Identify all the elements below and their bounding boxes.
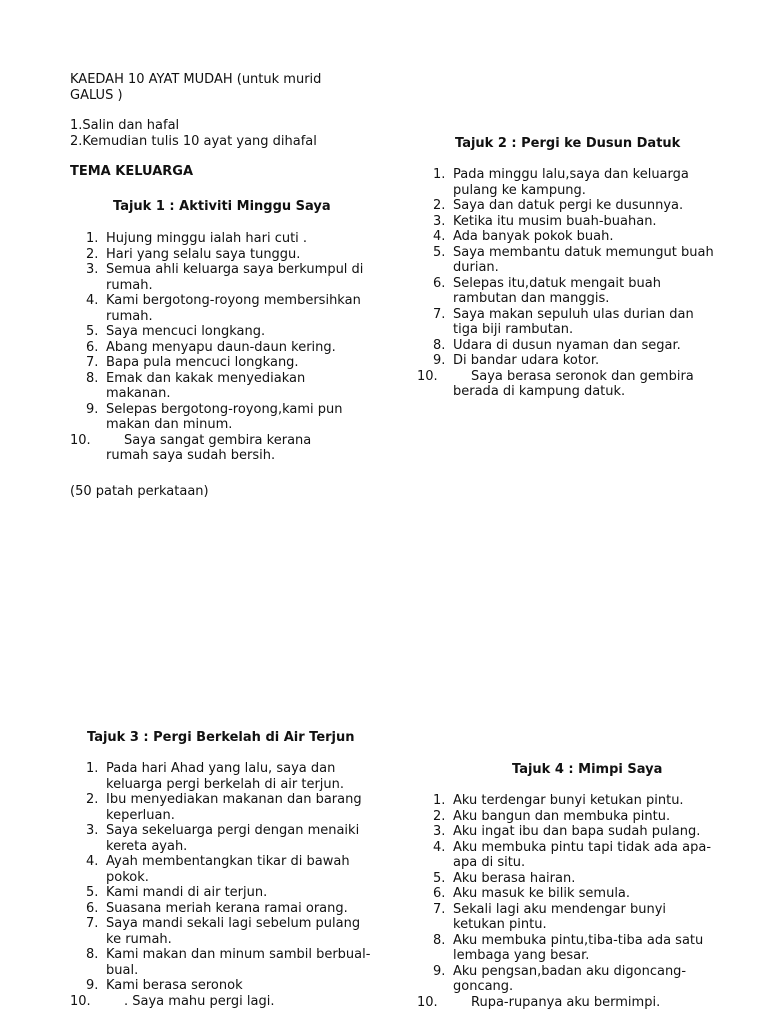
list-item [70, 231, 363, 247]
item-number: 10. [417, 368, 438, 384]
item-text-line: Saya berasa seronok dan gembira [471, 368, 694, 384]
item-number: 3. [433, 213, 446, 229]
list-item [70, 885, 370, 901]
item-number: 4. [433, 229, 446, 244]
list-item [70, 901, 370, 917]
item-number: 6. [86, 339, 99, 355]
item-number: 6. [433, 886, 446, 901]
item-text-line: apa di situ. [453, 855, 526, 870]
item-number: 8. [86, 370, 99, 386]
list-item [417, 902, 711, 933]
item-number: 4. [86, 854, 99, 869]
item-number: 5. [433, 244, 446, 260]
item-number: 5. [86, 885, 99, 900]
item-text-line: Saya sangat gembira kerana [124, 432, 312, 448]
list-item [417, 229, 714, 245]
item-number: 5. [433, 870, 446, 886]
item-number: 1. [86, 231, 99, 246]
list-item [70, 978, 370, 994]
item-text-line: Kami mandi di air terjun. [106, 885, 268, 900]
item-number: 1. [433, 167, 446, 182]
item-text-line: Ibu menyediakan makanan dan barang [106, 792, 362, 807]
item-text-line: makanan. [106, 386, 171, 401]
item-text-line: Semua ahli keluarga saya berkumpul di [106, 262, 364, 277]
instruction-line: 1.Salin dan hafal [70, 118, 180, 133]
list-item [417, 167, 714, 198]
topic4-title: Tajuk 4 : Mimpi Saya [512, 762, 663, 777]
topic3-title: Tajuk 3 : Pergi Berkelah di Air Terjun [87, 730, 355, 745]
item-text-line: Saya makan sepuluh ulas durian dan [453, 306, 694, 322]
list-item [417, 338, 714, 354]
item-number: 1. [433, 793, 446, 808]
item-number: 7. [86, 916, 99, 931]
item-number: 6. [433, 275, 446, 291]
item-text-line: Aku membuka pintu tapi tidak ada apa- [453, 839, 712, 855]
item-text-line: Ketika itu musim buah-buahan. [453, 213, 657, 229]
item-text-line: tiga biji rambutan. [453, 322, 574, 337]
list-item [417, 840, 711, 871]
item-text-line: makan dan minum. [106, 417, 233, 432]
list-item [417, 793, 711, 809]
item-text-line: Hujung minggu ialah hari cuti . [106, 231, 308, 246]
item-text-line: keperluan. [106, 807, 175, 823]
list-item [70, 340, 363, 356]
item-number: 9. [86, 978, 99, 993]
list-item [417, 369, 714, 400]
list-item [70, 761, 370, 792]
list-item [417, 214, 714, 230]
list-item [417, 245, 714, 276]
item-text-line: rumah saya sudah bersih. [106, 448, 276, 463]
item-text-line: Aku ingat ibu dan bapa sudah pulang. [453, 824, 701, 839]
list-item [417, 886, 711, 902]
item-number: 4. [433, 839, 446, 855]
item-text-line: Pada hari Ahad yang lalu, saya dan [106, 761, 336, 776]
list-item [70, 994, 370, 1010]
item-text-line: Aku masuk ke bilik semula. [453, 886, 631, 901]
list-item [70, 916, 370, 947]
list-item [417, 307, 714, 338]
item-number: 10. [70, 432, 91, 448]
item-text-line: Kami makan dan minum sambil berbual- [106, 947, 371, 962]
topic2-list [417, 167, 714, 400]
theme-heading: TEMA KELUARGA [70, 164, 194, 179]
list-item [70, 823, 370, 854]
item-text-line: . Saya mahu pergi lagi. [124, 993, 275, 1009]
item-number: 8. [433, 337, 446, 353]
item-text-line: Saya mencuci longkang. [106, 324, 266, 339]
item-text-line: Ayah membentangkan tikar di bawah [106, 854, 350, 869]
item-text-line: ketukan pintu. [453, 917, 547, 932]
list-item [70, 947, 370, 978]
item-number: 7. [433, 306, 446, 322]
list-item [70, 355, 363, 371]
list-item [417, 933, 711, 964]
item-text-line: Emak dan kakak menyediakan [106, 370, 306, 386]
item-number: 1. [86, 761, 99, 776]
item-number: 7. [86, 355, 99, 370]
list-item [70, 247, 363, 263]
list-item [70, 433, 363, 464]
list-item [417, 964, 711, 995]
list-item [417, 824, 711, 840]
item-text-line: Selepas itu,datuk mengait buah [453, 275, 661, 291]
list-item [417, 809, 711, 825]
item-text-line: Sekali lagi aku mendengar bunyi [453, 901, 667, 917]
topic1-list [70, 231, 363, 464]
item-text-line: Saya membantu datuk memungut buah [453, 244, 714, 260]
item-text-line: Bapa pula mencuci longkang. [106, 355, 299, 370]
item-number: 9. [433, 963, 446, 979]
list-item [417, 871, 711, 887]
document-header [70, 72, 321, 180]
list-item [417, 198, 714, 214]
topic1-footnote: (50 patah perkataan) [70, 484, 209, 499]
item-number: 7. [433, 901, 446, 917]
item-number: 9. [86, 401, 99, 417]
item-number: 3. [86, 823, 99, 838]
item-number: 3. [433, 824, 446, 839]
item-number: 4. [86, 293, 99, 308]
item-text-line: pulang ke kampung. [453, 182, 586, 198]
item-text-line: keluarga pergi berkelah di air terjun. [106, 776, 345, 792]
list-item [70, 402, 363, 433]
item-number: 2. [86, 792, 99, 807]
list-item [417, 353, 714, 369]
list-item [70, 371, 363, 402]
header-title-line: KAEDAH 10 AYAT MUDAH (untuk murid [70, 72, 322, 87]
item-text-line: rambutan dan manggis. [453, 291, 610, 306]
item-text-line: Saya dan datuk pergi ke dusunnya. [453, 198, 684, 213]
item-text-line: Saya sekeluarga pergi dengan menaiki [106, 823, 360, 838]
item-text-line: Aku terdengar bunyi ketukan pintu. [453, 793, 684, 808]
item-number: 2. [86, 246, 99, 262]
item-text-line: durian. [453, 260, 499, 275]
item-text-line: ke rumah. [106, 931, 172, 947]
item-number: 9. [433, 353, 446, 368]
item-number: 2. [433, 808, 446, 824]
list-item [417, 995, 711, 1011]
item-text-line: Pada minggu lalu,saya dan keluarga [453, 167, 689, 182]
item-text-line: pokok. [106, 869, 149, 885]
item-text-line: rumah. [106, 277, 153, 293]
item-number: 5. [86, 324, 99, 339]
item-number: 2. [433, 198, 446, 213]
header-title-line: GALUS ) [70, 87, 123, 103]
list-item [70, 293, 363, 324]
list-item [70, 324, 363, 340]
item-text-line: Ada banyak pokok buah. [453, 229, 614, 244]
item-text-line: Aku pengsan,badan aku digoncang- [453, 963, 687, 979]
item-text-line: Kami bergotong-royong membersihkan [106, 293, 361, 308]
item-number: 10. [417, 994, 438, 1010]
item-text-line: bual. [106, 962, 139, 978]
item-text-line: Aku membuka pintu,tiba-tiba ada satu [453, 932, 704, 948]
item-text-line: rumah. [106, 308, 153, 324]
list-item [70, 854, 370, 885]
item-text-line: Saya mandi sekali lagi sebelum pulang [106, 916, 361, 931]
item-text-line: Di bandar udara kotor. [453, 353, 600, 368]
item-text-line: Hari yang selalu saya tunggu. [106, 246, 301, 262]
list-item [417, 276, 714, 307]
list-item [70, 262, 363, 293]
item-number: 6. [86, 900, 99, 916]
item-text-line: Suasana meriah kerana ramai orang. [106, 900, 348, 916]
topic3-list [70, 761, 370, 1009]
item-text-line: Aku bangun dan membuka pintu. [453, 808, 671, 824]
item-text-line: Aku berasa hairan. [453, 870, 576, 886]
topic2-title: Tajuk 2 : Pergi ke Dusun Datuk [455, 136, 681, 151]
item-text-line: berada di kampung datuk. [453, 384, 626, 399]
item-text-line: lembaga yang besar. [453, 948, 590, 963]
item-number: 8. [433, 932, 446, 948]
item-text-line: kereta ayah. [106, 838, 188, 854]
item-number: 10. [70, 993, 91, 1009]
list-item [70, 792, 370, 823]
item-text-line: goncang. [453, 979, 514, 994]
item-text-line: Abang menyapu daun-daun kering. [106, 339, 336, 355]
item-text-line: Rupa-rupanya aku bermimpi. [471, 994, 661, 1010]
item-text-line: Selepas bergotong-royong,kami pun [106, 401, 343, 417]
item-number: 3. [86, 262, 99, 277]
item-number: 8. [86, 947, 99, 962]
item-text-line: Udara di dusun nyaman dan segar. [453, 337, 681, 353]
item-text-line: Kami berasa seronok [106, 978, 243, 993]
topic1-title: Tajuk 1 : Aktiviti Minggu Saya [113, 199, 331, 214]
topic4-list [417, 793, 711, 1010]
instruction-line: 2.Kemudian tulis 10 ayat yang dihafal [70, 133, 317, 149]
